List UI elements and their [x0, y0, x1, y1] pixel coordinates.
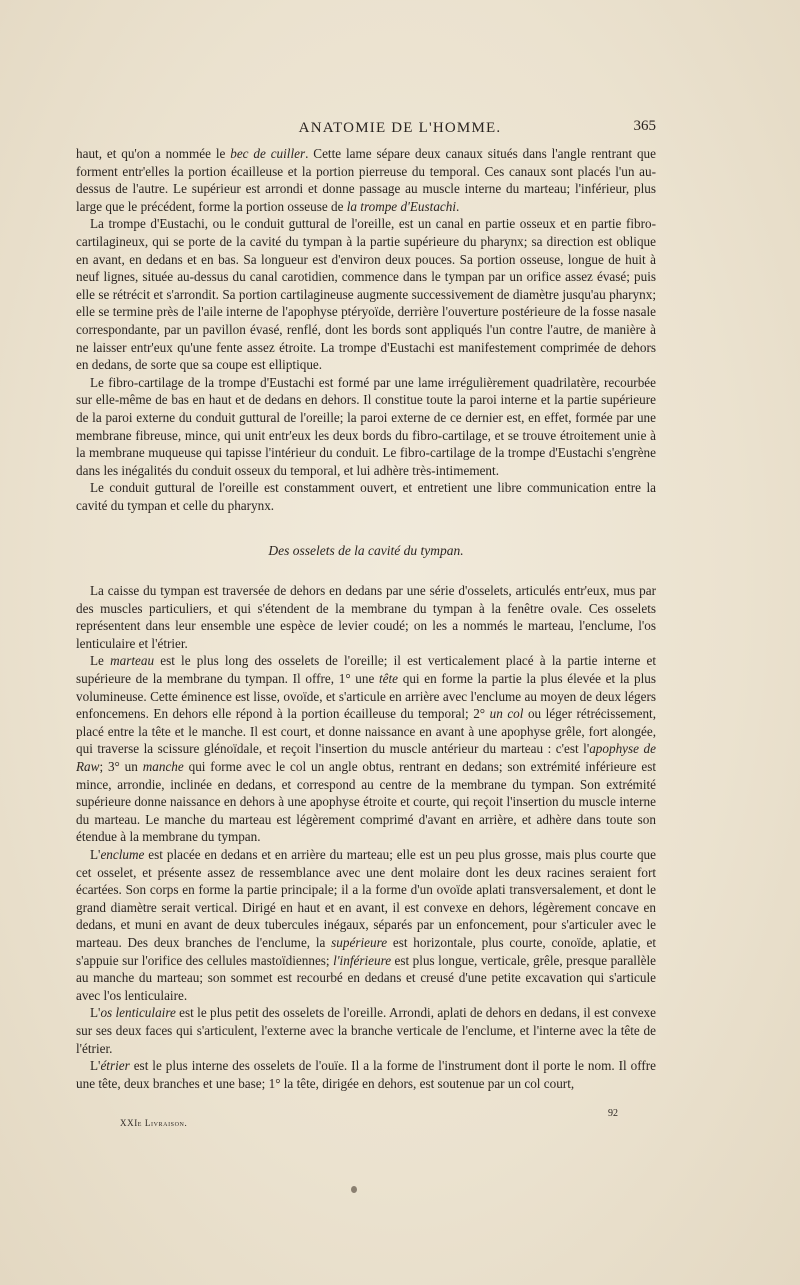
- page-number: 365: [633, 118, 656, 134]
- paragraph: Le marteau est le plus long des osselets de l'oreille; il est verticalement placé à la partie interne et supérieure de la membrane du tympan. Il offre, 1° une tête qui en forme la partie la plus élevée et la plus volumineuse. Cette éminence est lisse, ovoïde, et s'articule en arrière avec l'enclume au moyen de deux légers enfoncemens. En dehors elle répond à la portion écailleuse du temporal; 2° un col ou léger rétrécissement, placé entre la tête et le manche. Il est court, et donne naissance en avant à une apophyse grêle, fort alongée, qui traverse la scissure glénoïdale, et reçoit l'insertion du muscle antérieur du marteau : c'est l'apophyse de Raw; 3° un manche qui forme avec le col un angle obtus, rentrant en dedans; son extrémité inférieure est mince, arrondie, inclinée en dedans, et correspond au centre de la membrane du tympan. Son extrémité supérieure donne naissance en dehors à une apophyse étroite et courte, qui reçoit l'insertion du muscle interne du marteau. Le manche du marteau est légèrement comprimé d'avant en arrière, et adhère dans toute son étendue à la membrane du tympan.: [76, 653, 656, 845]
- paragraph: L'étrier est le plus interne des osselets de l'ouïe. Il a la forme de l'instrument dont il porte le nom. Il offre une tête, deux branches et une base; 1° la tête, dirigée en dehors, est soutenue par un col court,: [76, 1058, 656, 1091]
- ink-spot: [351, 1186, 357, 1193]
- paragraph: L'os lenticulaire est le plus petit des osselets de l'oreille. Arrondi, aplati de dehors en dedans, il est convexe sur ses deux faces qui s'articulent, l'externe avec la branche verticale de l'enclume, et l'interne avec la tête de l'étrier.: [76, 1005, 657, 1056]
- section-heading: Des osselets de la cavité du tympan.: [268, 543, 464, 559]
- sheet-number: 92: [608, 1108, 618, 1119]
- paragraph: L'enclume est placée en dedans et en arrière du marteau; elle est un peu plus grosse, mais plus courte que cet osselet, et présente assez de ressemblance avec une dent molaire dont les deux racines seraient fort écartées. Son corps en forme la partie principale; il a la forme d'un ovoïde aplati transversalement, et dont le grand diamètre serait vertical. Dirigé en haut et en avant, il est convexe en dehors, légèrement concave en dedans, et muni en avant de deux tubercules inégaux, séparés par un enfoncement, pour s'articuler avec le marteau. Des deux branches de l'enclume, la supérieure est horizontale, plus courte, conoïde, aplatie, et s'appuie sur l'orifice des cellules mastoïdiennes; l'inférieure est plus longue, verticale, grêle, presque parallèle au manche du marteau; son sommet est recourbé en dedans et creusé d'une petite excavation qui s'articule avec l'os lenticulaire.: [76, 846, 656, 1003]
- paragraph: La trompe d'Eustachi, ou le conduit guttural de l'oreille, est un canal en partie osseux et en partie fibro-cartilagineux, qui se porte de la cavité du tympan à la partie supérieure du pharynx; sa direction est oblique en avant, en dedans et en bas. Sa longueur est d'environ deux pouces. Sa portion osseuse, longue de huit à neuf lignes, située au-dessus du canal carotidien, commence dans le tympan par un orifice assez évasé; puis elle se rétrécit et s'arrondit. Sa portion cartilagineuse augmente successivement de diamètre jusqu'au pharynx; elle se termine près de l'aile interne de l'apophyse ptéryoïde, derrière l'ouverture postérieure de la fosse nasale correspondante, par un pavillon évasé, renflé, dont les bords sont appliqués l'un contre l'autre, de manière à ne laisser entr'eux qu'une fente assez étroite. La trompe d'Eustachi est manifestement comprimée de dehors en dedans, de sorte que sa coupe est elliptique.: [76, 216, 656, 373]
- paragraph: Le conduit guttural de l'oreille est constamment ouvert, et entretient une libre communication entre la cavité du tympan et celle du pharynx.: [76, 480, 656, 513]
- paragraph: La caisse du tympan est traversée de dehors en dedans par une série d'osselets, articulés entr'eux, mus par des muscles particuliers, et qui s'étendent de la membrane du tympan à la fenêtre ovale. Ces osselets représentent dans leur ensemble une espèce de levier coudé; on les a nommés le marteau, l'enclume, l'os lenticulaire et l'étrier.: [76, 583, 656, 651]
- running-title: ANATOMIE DE L'HOMME.: [298, 120, 502, 136]
- paragraph: Le fibro-cartilage de la trompe d'Eustachi est formé par une lame irrégulièrement quadrilatère, recourbée sur elle-même de bas en haut et de dedans en dehors. Il constitue toute la paroi interne et la partie supérieure de la paroi externe du conduit guttural de l'oreille; la paroi externe de ce dernier est, en effet, formée par une membrane fibreuse, mince, qui unit entr'eux les deux bords du fibro-cartilage, et se trouve étroitement unie à la membrane muqueuse qui tapisse l'intérieur du conduit. Le fibro-cartilage de la trompe d'Eustachi s'engrène dans les inégalités du conduit osseux du temporal, et lui adhère très-intimement.: [76, 374, 656, 478]
- body-text: [76, 145, 656, 1092]
- page-header: [0, 118, 800, 142]
- signature-mark: XXIe Livraison.: [120, 1118, 188, 1128]
- paragraph: haut, et qu'on a nommée le bec de cuiller. Cette lame sépare deux canaux situés dans l'angle rentrant que forment entr'elles la portion écailleuse et la portion pierreuse du temporal. Ces canaux sont placés l'un au-dessus de l'autre. Le supérieur est arrondi et donne passage au muscle interne du marteau; l'inférieur, plus large que le précédent, forme la portion osseuse de la trompe d'Eustachi.: [76, 146, 656, 214]
